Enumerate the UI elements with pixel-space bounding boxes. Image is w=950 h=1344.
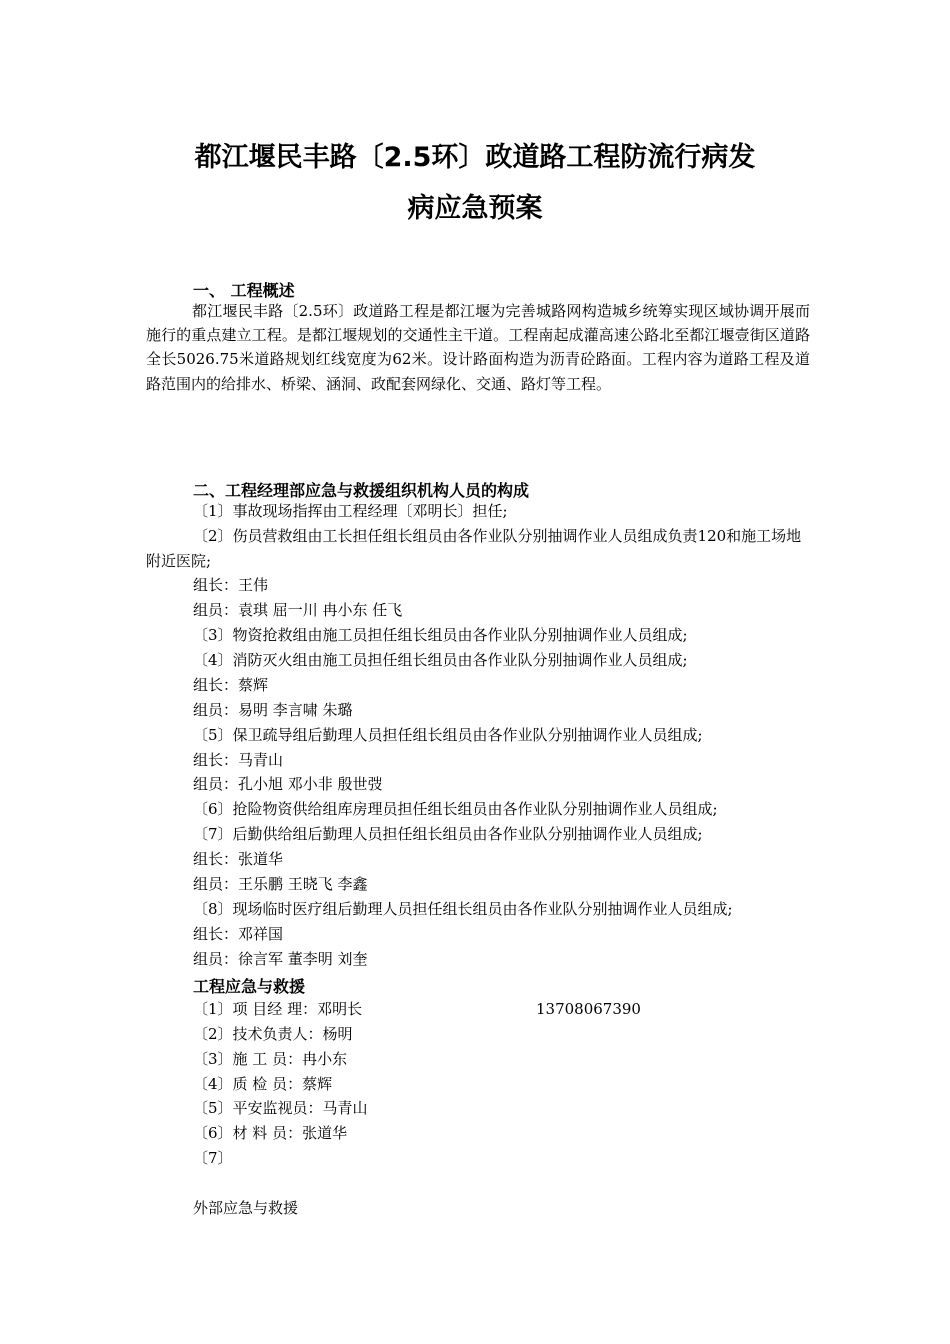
external-emergency-heading: 外部应急与救援 <box>193 1199 299 1217</box>
role-line-2: 〔2〕技术负责人：杨明 <box>193 1025 353 1043</box>
org-line-15: 组员：王乐鹏 王晓飞 李鑫 <box>193 875 368 893</box>
overview-paragraph: 都江堰民丰路〔2.5环〕政道路工程是都江堰为完善城路网构造城乡统筹实现区域协调开展而施行的重点建立工程。是都江堰规划的交通性主干道。工程南起成灌高速公路北至都江堰壹街区道路全长5026.75米道路规划红线宽度为62米。设计路面构造为沥青砼路面。工程内容为道路工程及道路范围内的给排水、桥梁、涵洞、政配套网绿化、交通、路灯等工程。 <box>146 302 810 393</box>
org-line-14: 组长：张道华 <box>193 850 284 868</box>
document-title-line-1: 都江堰民丰路〔2.5环〕政道路工程防流行病发 <box>194 142 756 173</box>
org-line-5: 〔3〕物资抢救组由施工员担任组长组员由各作业队分别抽调作业人员组成; <box>193 626 688 644</box>
org-line-12: 〔6〕抢险物资供给组库房理员担任组长组员由各作业队分别抽调作业人员组成; <box>193 800 718 818</box>
document-title-line-2: 病应急预案 <box>407 193 543 224</box>
org-line-17: 组长：邓祥国 <box>193 925 284 943</box>
org-line-8: 组员：易明 李言啸 朱璐 <box>193 701 353 719</box>
org-line-7: 组长：蔡辉 <box>193 676 269 694</box>
org-line-18: 组员：徐言军 董李明 刘奎 <box>193 950 368 968</box>
org-line-10: 组长：马青山 <box>193 751 284 769</box>
role-line-5: 〔5〕平安监视员：马青山 <box>193 1099 368 1117</box>
section-heading-organization: 二、工程经理部应急与救援组织机构人员的构成 <box>193 481 530 500</box>
role-line-7: 〔7〕 <box>193 1149 233 1167</box>
org-line-4: 组员：袁琪 屈一川 冉小东 任飞 <box>193 601 403 619</box>
org-line-2: 〔2〕伤员营救组由工长担任组长组员由各作业队分别抽调作业人员组成负责120和施工场地附近医院; <box>146 527 802 570</box>
org-line-3: 组长：王伟 <box>193 576 269 594</box>
org-line-13: 〔7〕后勤供给组后勤理人员担任组长组员由各作业队分别抽调作业人员组成; <box>193 825 703 843</box>
org-line-16: 〔8〕现场临时医疗组后勤理人员担任组长组员由各作业队分别抽调作业人员组成; <box>193 900 733 918</box>
org-line-1: 〔1〕事故现场指挥由工程经理〔邓明长〕担任; <box>193 502 508 520</box>
org-line-11: 组员：孔小旭 邓小非 殷世弢 <box>193 775 383 793</box>
role-line-4: 〔4〕质 检 员：蔡辉 <box>193 1075 333 1093</box>
section-heading-project-emergency: 工程应急与救援 <box>193 977 306 996</box>
phone-number: 13708067390 <box>536 1000 641 1018</box>
role-line-1: 〔1〕项 目经 理：邓明长 <box>193 1000 363 1018</box>
role-line-3: 〔3〕施 工 员：冉小东 <box>193 1050 348 1068</box>
role-line-6: 〔6〕材 料 员：张道华 <box>193 1124 348 1142</box>
org-line-9: 〔5〕保卫疏导组后勤理人员担任组长组员由各作业队分别抽调作业人员组成; <box>193 726 703 744</box>
section-heading-overview: 一、 工程概述 <box>193 281 295 300</box>
org-line-6: 〔4〕消防灭火组由施工员担任组长组员由各作业队分别抽调作业人员组成; <box>193 651 688 669</box>
